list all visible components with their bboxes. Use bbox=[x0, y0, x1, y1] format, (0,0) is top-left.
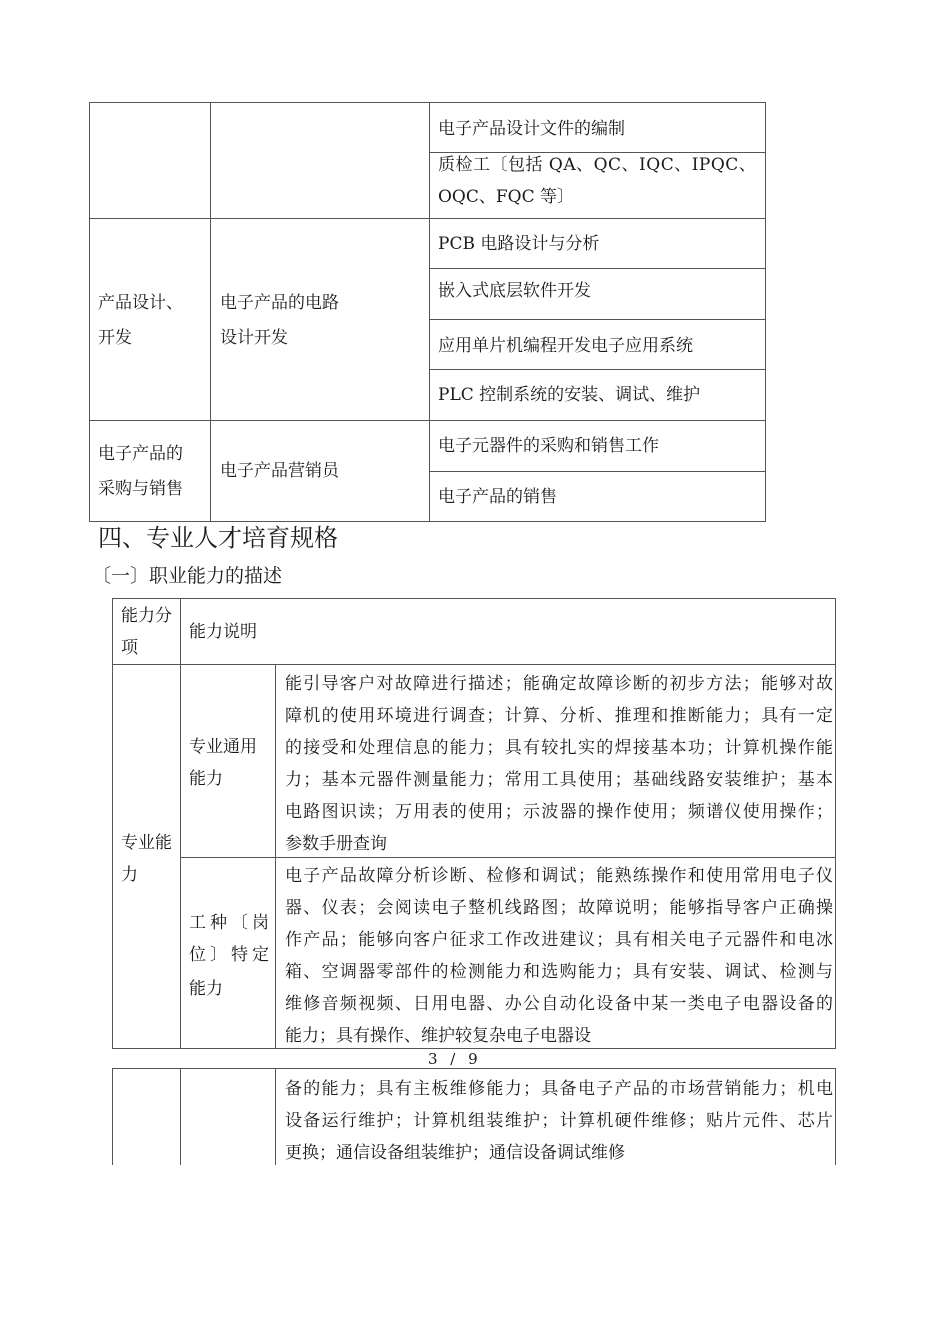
table-cell-task: 应用单片机编程开发电子应用系统 bbox=[438, 336, 693, 356]
table-header-category: 项 bbox=[121, 638, 138, 658]
table-cell-ability-label: 专业通用 bbox=[189, 737, 257, 757]
ability-text-line: 的接受和处理信息的能力；具有较扎实的焊接基本功；计算机操作能 bbox=[285, 738, 833, 758]
table-cell-area: 电子产品的 bbox=[98, 444, 183, 464]
table-cell-category: 力 bbox=[121, 865, 138, 885]
ability-text-line: 作产品；能够向客户征求工作改进建议；具有相关电子元器件和电冰 bbox=[285, 930, 833, 950]
table-header-description: 能力说明 bbox=[189, 622, 257, 642]
table-cell-ability-label: 位〕特定 bbox=[189, 945, 269, 965]
ability-text-line: 电路图识读；万用表的使用；示波器的操作使用；频谱仪使用操作； bbox=[285, 802, 833, 822]
subsection-title: 〔一〕职业能力的描述 bbox=[92, 565, 283, 587]
table-cell-job: 电子产品的电路 bbox=[220, 293, 339, 313]
ability-text-line: 箱、空调器零部件的检测能力和选购能力；具有安装、调试、检测与 bbox=[285, 962, 833, 982]
table-cell-task: 电子产品的销售 bbox=[438, 487, 557, 507]
section-title: 四、专业人才培育规格 bbox=[98, 524, 338, 552]
ability-text-line: 维修音频视频、日用电器、办公自动化设备中某一类电子电器设备的 bbox=[285, 994, 833, 1014]
ability-text-line: 器、仪表；会阅读电子整机线路图；故障说明；能够指导客户正确操 bbox=[285, 898, 833, 918]
table-cell-task: PLC 控制系统的安装、调试、维护 bbox=[438, 385, 701, 405]
ability-text-line: 能引导客户对故障进行描述；能确定故障诊断的初步方法；能够对故 bbox=[285, 674, 833, 694]
table-cell-task: 电子元器件的采购和销售工作 bbox=[438, 436, 659, 456]
table-header-category: 能力分 bbox=[121, 606, 172, 626]
page-number: 3 / 9 bbox=[428, 1050, 482, 1068]
table-cell-ability-label: 能力 bbox=[189, 979, 223, 999]
ability-text-line: 力；基本元器件测量能力；常用工具使用；基础线路安装维护；基本 bbox=[285, 770, 833, 790]
table-cell-area: 开发 bbox=[98, 328, 132, 348]
ability-text-line: 障机的使用环境进行调查；计算、分析、推理和推断能力；具有一定 bbox=[285, 706, 833, 726]
table-cell-job: 电子产品营销员 bbox=[220, 461, 339, 481]
table-cell-area: 采购与销售 bbox=[98, 479, 183, 499]
ability-text-line: 能力；具有操作、维护较复杂电子电器设 bbox=[285, 1026, 591, 1046]
table-cell-job: 设计开发 bbox=[220, 328, 288, 348]
table-cell-task: 电子产品设计文件的编制 bbox=[438, 119, 625, 139]
ability-text-line: 电子产品故障分析诊断、检修和调试；能熟练操作和使用常用电子仪 bbox=[285, 866, 833, 886]
table-cell-ability-label: 工种〔岗 bbox=[189, 913, 269, 933]
ability-text-line: 更换；通信设备组装维护；通信设备调试维修 bbox=[285, 1143, 625, 1163]
table-cell-category: 专业能 bbox=[121, 833, 172, 853]
table-cell-task: 嵌入式底层软件开发 bbox=[438, 281, 591, 301]
table-cell-task: 质检工〔包括 QA、QC、IQC、IPQC、 bbox=[438, 155, 757, 175]
table-cell-task: PCB 电路设计与分析 bbox=[438, 234, 600, 254]
table-cell-area: 产品设计、 bbox=[98, 293, 183, 313]
table-cell-ability-label: 能力 bbox=[189, 769, 223, 789]
ability-text-line: 参数手册查询 bbox=[285, 834, 387, 854]
ability-text-line: 备的能力；具有主板维修能力；具备电子产品的市场营销能力；机电 bbox=[285, 1079, 833, 1099]
ability-text-line: 设备运行维护；计算机组装维护；计算机硬件维修；贴片元件、芯片 bbox=[285, 1111, 833, 1131]
table-cell-task: OQC、FQC 等〕 bbox=[438, 187, 575, 207]
